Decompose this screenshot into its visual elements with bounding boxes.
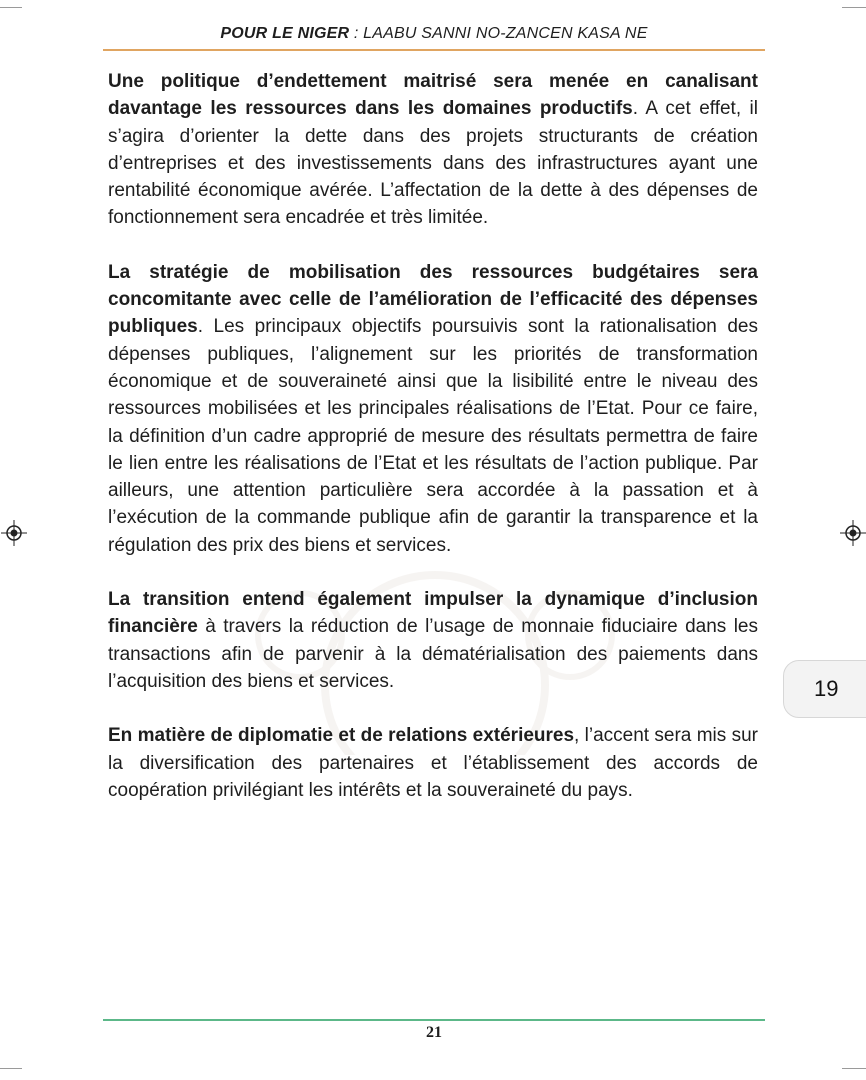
paragraph-text: . Les principaux objectifs poursuivis sont la rationalisation des dépenses publiques, l’alignement sur les priorités de transformation économique et de souveraineté ainsi que la lisibilité entre le niveau des ressources mobilisées et les principales réalisations de l’Etat. Pour ce faire, la définition d’un cadre approprié de mesure des résultats permettra de faire le lien entre les réalisations de l’Etat et les résultats de l’action publique. Par ailleurs, une attention particulière sera accordée à la passation et à l’exécution de la commande publique afin de garantir la transparence et la régulation des prix des biens et services. xyxy=(108,316,758,556)
page-indicator-label: 19 xyxy=(814,676,839,701)
page-number: 21 xyxy=(426,1024,442,1041)
paragraph-lead: La transition entend également impulser la dynamique d’inclusion financière xyxy=(108,589,758,638)
registration-mark-icon xyxy=(840,520,866,546)
paragraph-lead: En matière de diplomatie et de relations extérieures xyxy=(108,725,575,747)
paragraph-text: . A cet effet, il s’agira d’orienter la dette dans des projets structurants de création d’entreprises et des investissements dans des infrastructures ayant une rentabilité économique avérée. L’affectation de la dette à des dépenses de fonctionnement sera encadrée et très limitée. xyxy=(108,98,758,229)
paragraph-diplomacy xyxy=(108,722,758,804)
paragraph-lead: Une politique d’endettement maitrisé sera menée en canalisant davantage les ressources dans les domaines productifs xyxy=(108,71,758,120)
running-header xyxy=(103,24,765,44)
paragraph-financial-inclusion xyxy=(108,586,758,695)
header-divider xyxy=(103,49,765,51)
page-indicator-badge[interactable] xyxy=(783,660,866,718)
crop-mark xyxy=(0,1068,22,1069)
paragraph-text: à travers la réduction de l’usage de monnaie fiduciaire dans les transactions afin de parvenir à la dématérialisation des paiements dans l’acquisition des biens et services. xyxy=(108,616,758,692)
header-title: POUR LE NIGER xyxy=(220,25,350,42)
crop-mark xyxy=(842,1068,866,1069)
paragraph-budget-strategy xyxy=(108,259,758,559)
footer-divider xyxy=(103,1019,765,1021)
crop-mark xyxy=(842,7,866,8)
header-subtitle: : LAABU SANNI NO-ZANCEN KASA NE xyxy=(349,25,648,42)
registration-mark-icon xyxy=(1,520,27,546)
paragraph-debt-policy xyxy=(108,68,758,232)
paragraph-lead: La stratégie de mobilisation des ressources budgétaires sera concomitante avec celle de l’amélioration de l’efficacité des dépenses publiques xyxy=(108,261,758,338)
crop-mark xyxy=(0,7,22,8)
document-body xyxy=(108,68,758,831)
paragraph-text: , l’accent sera mis sur la diversification des partenaires et l’établissement des accords de coopération privilégiant les intérêts et la souveraineté du pays. xyxy=(108,725,758,801)
